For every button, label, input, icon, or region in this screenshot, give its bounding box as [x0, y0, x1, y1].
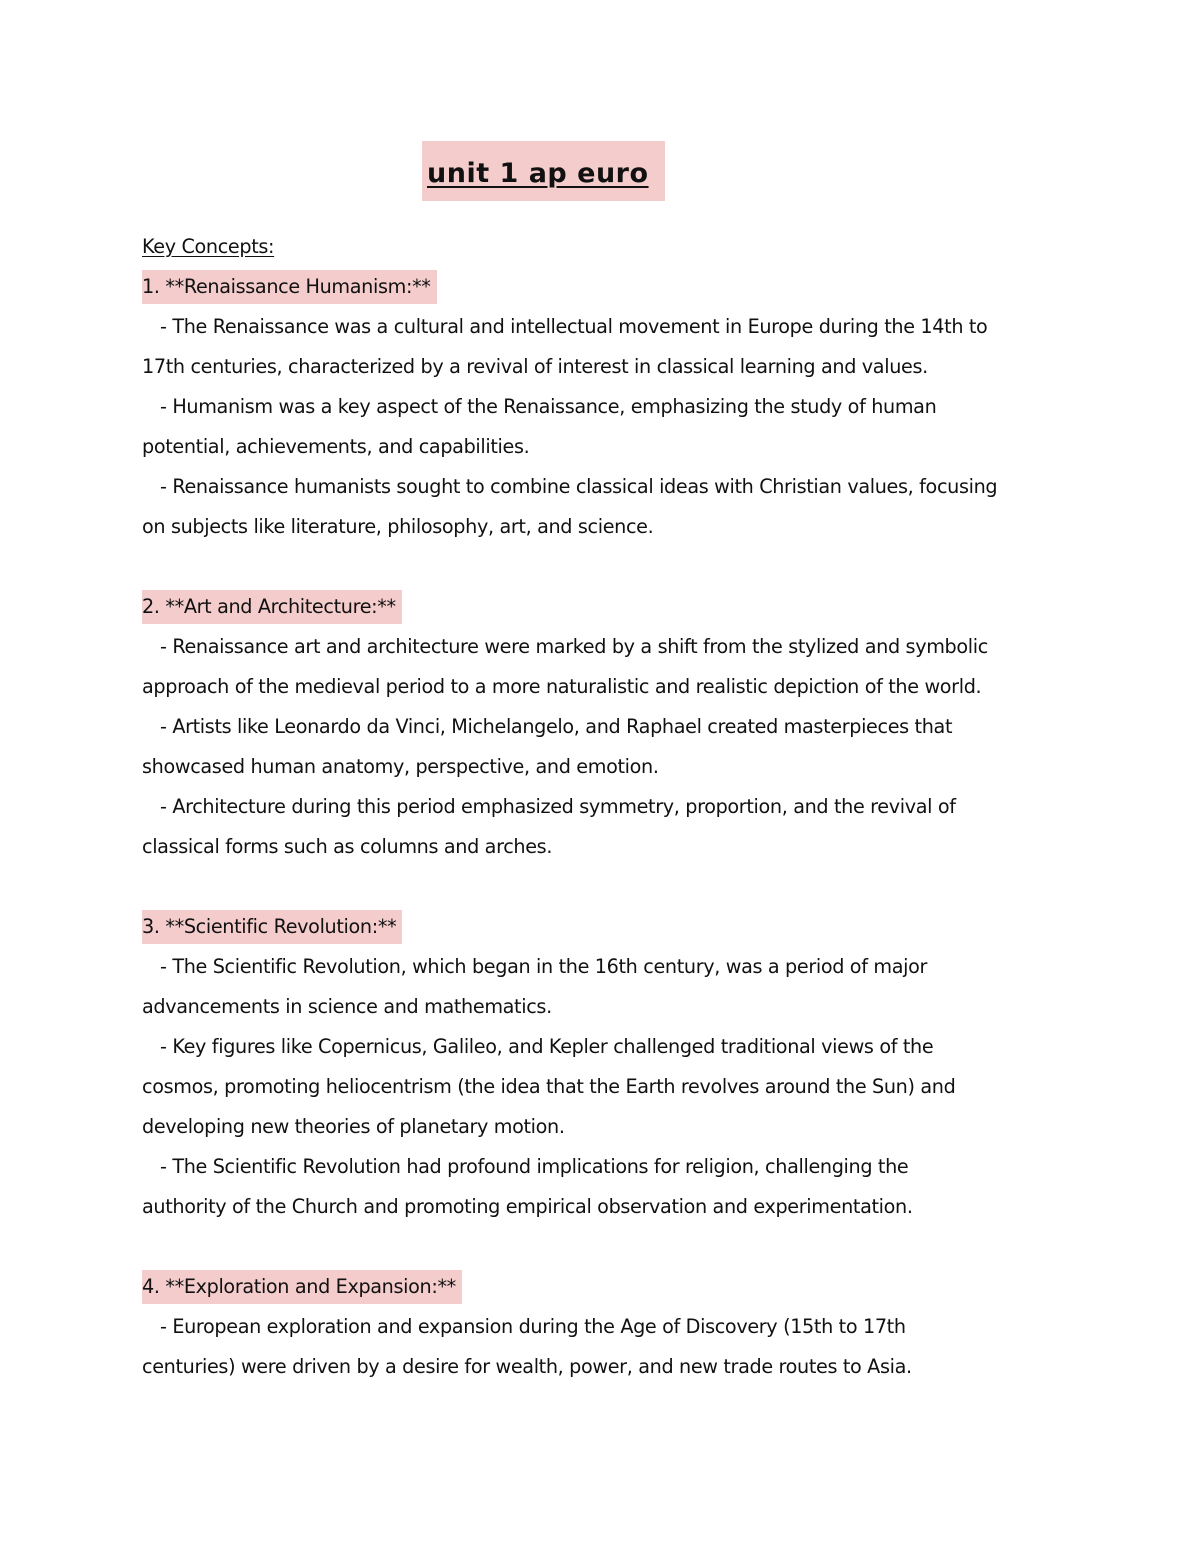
body-line: - Renaissance art and architecture were marked by a shift from the stylized and symbolic — [160, 635, 988, 658]
section-heading-line — [142, 587, 1072, 627]
body-line: 17th centuries, characterized by a revival of interest in classical learning and values. — [142, 355, 928, 378]
body-line: - Key figures like Copernicus, Galileo, and Kepler challenged traditional views of the — [160, 1035, 934, 1058]
body-line: - Humanism was a key aspect of the Renaissance, emphasizing the study of human — [160, 395, 937, 418]
body-line: authority of the Church and promoting empirical observation and experimentation. — [142, 1195, 913, 1218]
section-heading: 4. **Exploration and Expansion:** — [142, 1270, 462, 1304]
section-heading-line — [142, 267, 1072, 307]
paragraph-gap — [142, 547, 1072, 587]
body-line: centuries) were driven by a desire for wealth, power, and new trade routes to Asia. — [142, 1355, 912, 1378]
body-line: - The Scientific Revolution had profound implications for religion, challenging the — [160, 1155, 909, 1178]
body-line: - Renaissance humanists sought to combine classical ideas with Christian values, focusing — [160, 475, 998, 498]
body-line: developing new theories of planetary motion. — [142, 1115, 565, 1138]
paragraph-gap — [142, 1227, 1072, 1267]
body-line: classical forms such as columns and arches. — [142, 835, 553, 858]
section-heading: 3. **Scientific Revolution:** — [142, 910, 402, 944]
section-heading: 2. **Art and Architecture:** — [142, 590, 402, 624]
body-line: approach of the medieval period to a more naturalistic and realistic depiction of the world. — [142, 675, 982, 698]
body-line: - The Scientific Revolution, which began in the 16th century, was a period of major — [160, 955, 928, 978]
body-line: on subjects like literature, philosophy, art, and science. — [142, 515, 654, 538]
document-title: unit 1 ap euro — [427, 158, 649, 189]
body-line: - The Renaissance was a cultural and intellectual movement in Europe during the 14th to — [160, 315, 988, 338]
body-line: potential, achievements, and capabilities. — [142, 435, 530, 458]
document-body — [142, 227, 1072, 1387]
key-concepts-label: Key Concepts: — [142, 235, 275, 258]
section-heading-line — [142, 1267, 1072, 1307]
body-line: - Architecture during this period emphasized symmetry, proportion, and the revival of — [160, 795, 956, 818]
body-line: advancements in science and mathematics. — [142, 995, 552, 1018]
section-heading-line — [142, 907, 1072, 947]
key-concepts-line — [142, 227, 1072, 267]
body-line: cosmos, promoting heliocentrism (the idea that the Earth revolves around the Sun) and — [142, 1075, 956, 1098]
body-line: showcased human anatomy, perspective, and emotion. — [142, 755, 659, 778]
paragraph-gap — [142, 867, 1072, 907]
body-line: - Artists like Leonardo da Vinci, Michelangelo, and Raphael created masterpieces that — [160, 715, 953, 738]
body-line: - European exploration and expansion during the Age of Discovery (15th to 17th — [160, 1315, 906, 1338]
section-heading: 1. **Renaissance Humanism:** — [142, 270, 437, 304]
